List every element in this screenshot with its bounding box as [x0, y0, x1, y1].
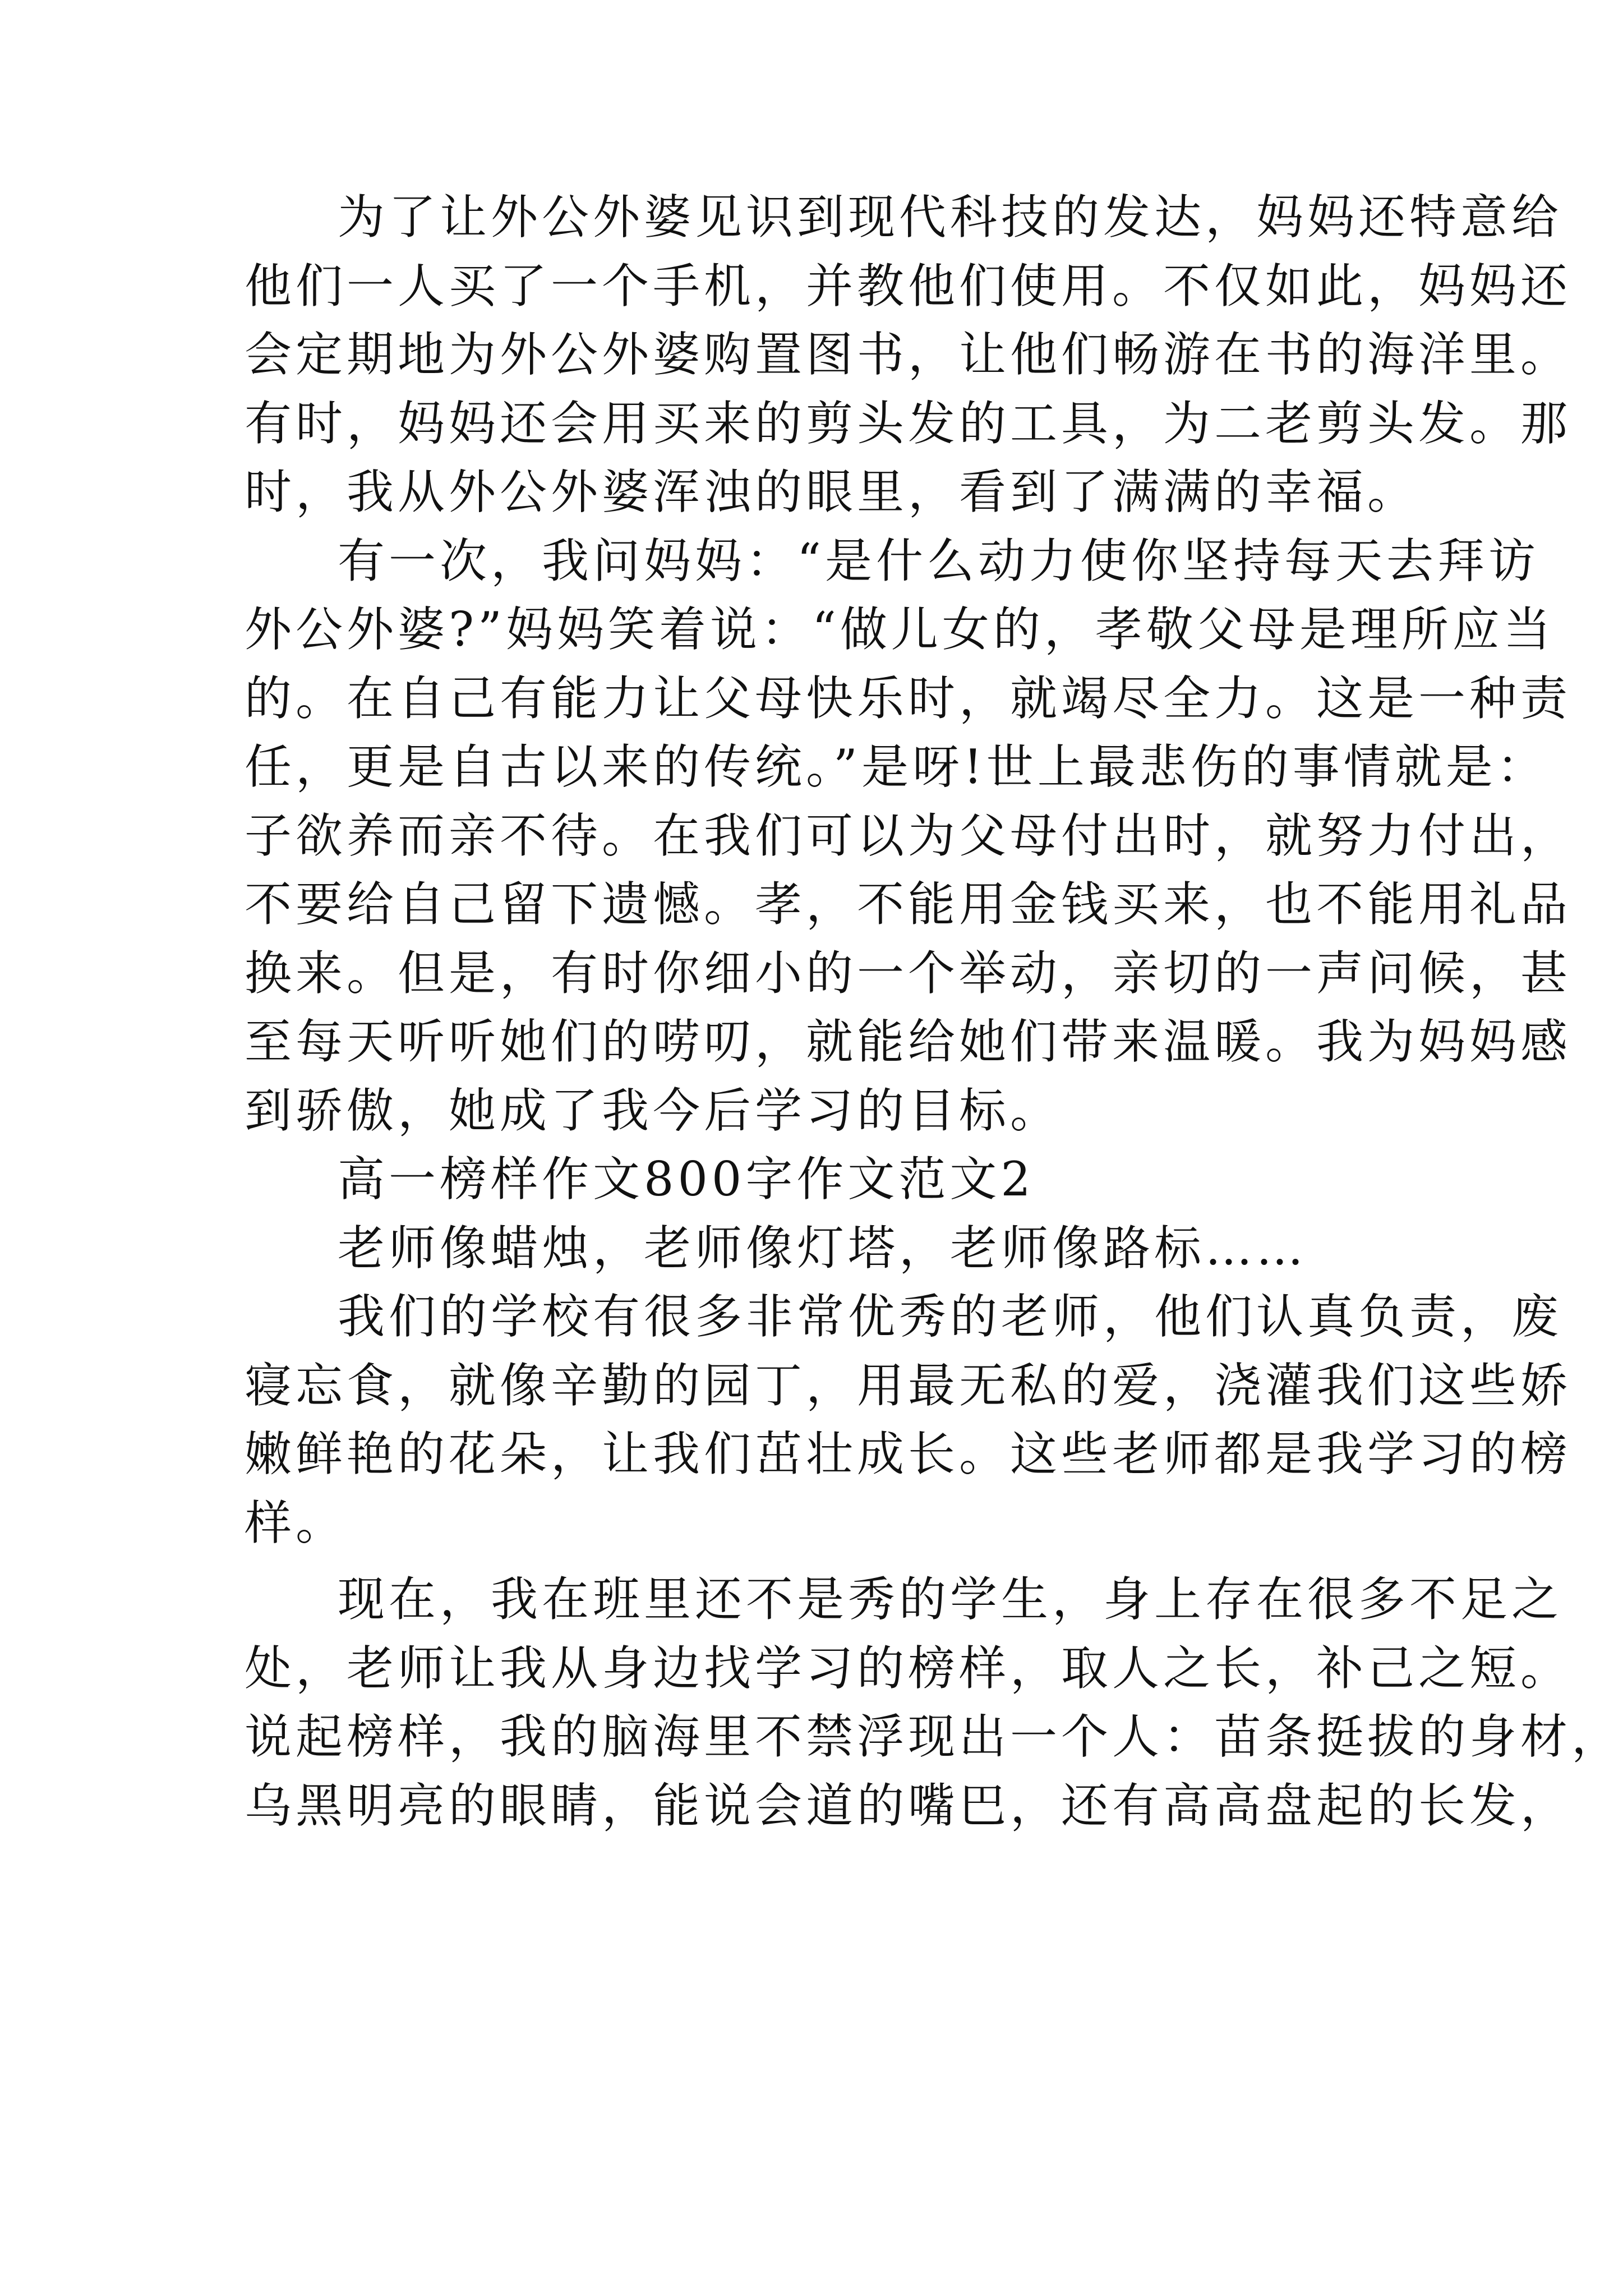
- paragraph-line: 换来。但是，有时你细小的一个举动，亲切的一声问候，甚: [245, 945, 1572, 1001]
- paragraph-line: 我们的学校有很多非常优秀的老师，他们认真负责，废: [338, 1289, 1563, 1344]
- paragraph-line: 会定期地为外公外婆购置图书，让他们畅游在书的海洋里。: [245, 327, 1572, 382]
- paragraph-line: 外公外婆?”妈妈笑着说：“做儿女的，孝敬父母是理所应当: [245, 602, 1555, 657]
- paragraph-line: 有一次，我问妈妈：“是什么动力使你坚持每天去拜访: [338, 533, 1539, 588]
- paragraph-line: 他们一人买了一个手机，并教他们使用。不仅如此，妈妈还: [245, 258, 1572, 314]
- paragraph-line: 嫩鲜艳的花朵，让我们茁壮成长。这些老师都是我学习的榜: [245, 1427, 1572, 1481]
- paragraph-line: 有时，妈妈还会用买来的剪头发的工具，为二老剪头发。那: [245, 395, 1572, 451]
- paragraph-line: 任，更是自古以来的传统。”是呀!世上最悲伤的事情就是：: [245, 739, 1548, 794]
- paragraph-line: 至每天听听她们的唠叨，就能给她们带来温暖。我为妈妈感: [245, 1014, 1572, 1069]
- paragraph-line: 乌黑明亮的眼睛，能说会道的嘴巴，还有高高盘起的长发，: [245, 1778, 1572, 1833]
- paragraph-line: 现在，我在班里还不是秀的学生，身上存在很多不足之: [338, 1572, 1563, 1627]
- document-body: [245, 183, 1623, 1840]
- paragraph-line: 时，我从外公外婆浑浊的眼里，看到了满满的幸福。: [245, 464, 1419, 519]
- paragraph-line: 子欲养而亲不待。在我们可以为父母付出时，就努力付出，: [245, 808, 1572, 863]
- paragraph-line: 为了让外公外婆见识到现代科技的发达，妈妈还特意给: [338, 190, 1563, 245]
- paragraph-line: 不要给自己留下遗憾。孝，不能用金钱买来，也不能用礼品: [245, 877, 1572, 932]
- paragraph-line: 处，老师让我从身边找学习的榜样，取人之长，补己之短。: [245, 1640, 1572, 1696]
- paragraph-line: 寝忘食，就像辛勤的园丁，用最无私的爱，浇灌我们这些娇: [245, 1358, 1572, 1413]
- paragraph-line: 样。: [245, 1495, 347, 1550]
- paragraph-line: 说起榜样，我的脑海里不禁浮现出一个人：苗条挺拔的身材，: [245, 1709, 1623, 1764]
- paragraph-line: 到骄傲，她成了我今后学习的目标。: [245, 1083, 1062, 1138]
- paragraph-line: 老师像蜡烛，老师像灯塔，老师像路标……: [338, 1220, 1308, 1276]
- section-heading: 高一榜样作文800字作文范文2: [338, 1152, 1035, 1207]
- paragraph-line: 的。在自己有能力让父母快乐时，就竭尽全力。这是一种责: [245, 670, 1572, 726]
